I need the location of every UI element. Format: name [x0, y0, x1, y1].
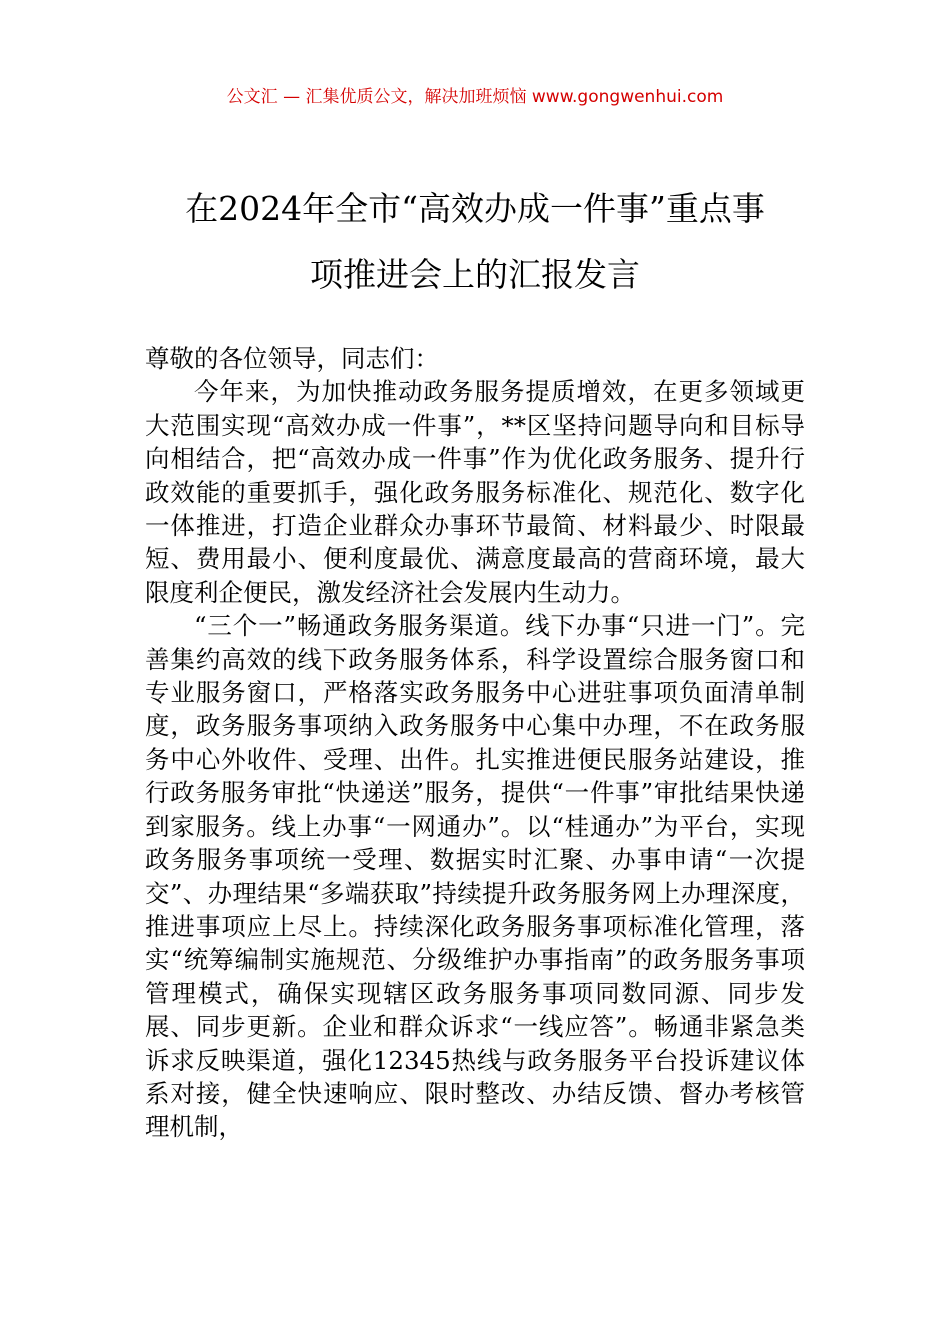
- document-title-line-2: 项推进会上的汇报发言: [310, 255, 640, 294]
- salutation: 尊敬的各位领导，同志们：: [145, 344, 439, 373]
- paragraph-2: “三个一”畅通政务服务渠道。线下办事“只进一门”。完善集约高效的线下政务服务体系，科学设置综合服务窗口和专业服务窗口，严格落实政务服务中心进驻事项负面清单制度，政务服务事项纳入政务服务中心集中办理，不在政务服务中心外收件、受理、出件。扎实推进便民服务站建设，推行政务服务审批“快递送”服务，提供“一件事”审批结果快递到家服务。线上办事“一网通办”。以“桂通办”为平台，实现政务服务事项统一受理、数据实时汇聚、办事申请“一次提交”、办理结果“多端获取”持续提升政务服务网上办理深度，推进事项应上尽上。持续深化政务服务事项标准化管理，落实“统筹编制实施规范、分级维护办事指南”的政务服务事项管理模式，确保实现辖区政务服务事项同数同源、同步发展、同步更新。企业和群众诉求“一线应答”。畅通非紧急类诉求反映渠道，强化12345热线与政务服务平台投诉建议体系对接，健全快速响应、限时整改、办结反馈、督办考核管理机制，: [145, 611, 805, 1142]
- document-title: [100, 176, 850, 308]
- document-title-line-1: 在2024年全市“高效办成一件事”重点事: [185, 189, 765, 228]
- header-banner: 公文汇 — 汇集优质公文，解决加班烦恼 www.gongwenhui.com: [226, 87, 724, 107]
- paragraph-1: 今年来，为加快推动政务服务提质增效，在更多领域更大范围实现“高效办成一件事”，**区坚持问题导向和目标导向相结合，把“高效办成一件事”作为优化政务服务、提升行政效能的重要抓手，强化政务服务标准化、规范化、数字化一体推进，打造企业群众办事环节最简、材料最少、时限最短、费用最小、便利度最优、满意度最高的营商环境，最大限度利企便民，激发经济社会发展内生动力。: [145, 377, 805, 607]
- document-body: [145, 342, 805, 1144]
